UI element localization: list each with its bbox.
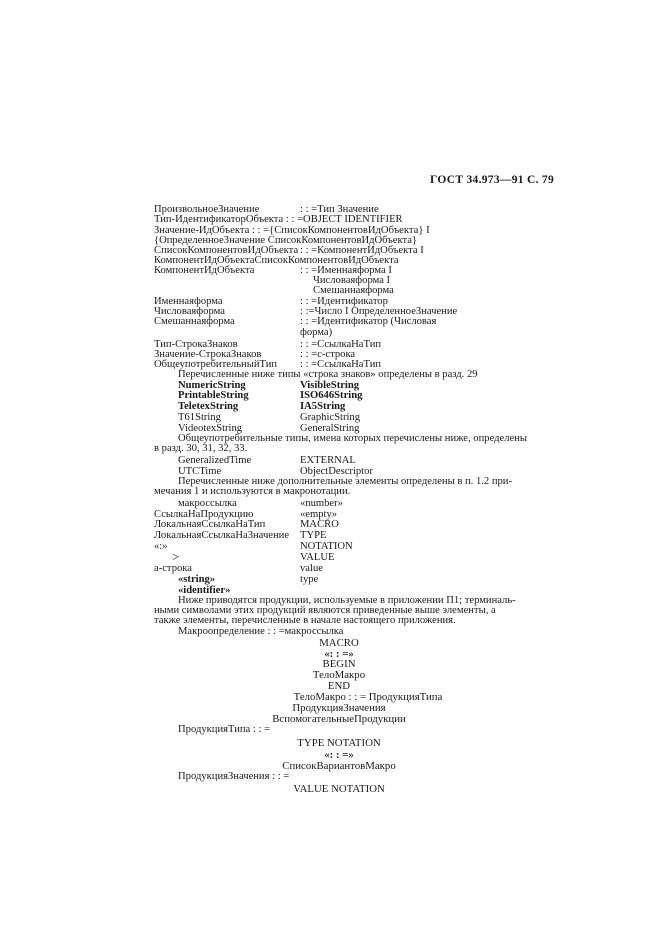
rule-definition: форма) xyxy=(300,327,333,338)
rule-line: Тип-ИдентификаторОбъекта : : =OBJECT IDENTIFIER xyxy=(154,214,403,225)
rule-name: Значение-СтрокаЗнаков xyxy=(154,349,262,360)
element-name: type xyxy=(300,574,319,585)
element-name: СсылкаНаПродукцию xyxy=(154,509,254,520)
rule-definition: : : =Идентификатор xyxy=(300,296,388,307)
rule-definition: Числоваяформа I xyxy=(313,275,391,286)
grammar-token: «: : =» xyxy=(324,749,354,761)
grammar-token: VALUE NOTATION xyxy=(293,783,385,795)
element-name: «empty» xyxy=(300,509,338,520)
paragraph-extra-elements: Перечисленные ниже дополнительные элементы определены в п. 1.2 при- xyxy=(178,476,513,487)
type-name: ISO646String xyxy=(300,390,363,401)
element-name: «:» xyxy=(154,541,168,552)
element-name: «string» xyxy=(178,574,216,585)
element-name: макроссылка xyxy=(178,498,237,509)
rule-definition: : : =с-строка xyxy=(300,349,356,360)
element-name: NOTATION xyxy=(300,541,353,552)
type-name: GeneralString xyxy=(300,423,360,434)
element-name: value xyxy=(300,563,323,574)
type-name: VideotexString xyxy=(178,423,243,434)
paragraph-productions-cont: ными символами этих продукций являются приведенные выше элементы, а xyxy=(154,605,496,616)
element-name: «number» xyxy=(300,498,343,509)
grammar-token: ВспомогательныеПродукции xyxy=(272,713,406,725)
rule-definition: : : =СсылкаНаТип xyxy=(300,339,382,350)
element-name: VALUE xyxy=(300,552,335,563)
type-name: GeneralizedTime xyxy=(178,455,252,466)
macro-definition: Макроопределение : : =макроссылка xyxy=(178,626,344,637)
type-name: VisibleString xyxy=(300,380,360,391)
element-name: «identifier» xyxy=(178,585,231,596)
paragraph-string-types: Перечисленные ниже типы «строка знаков» определены в разд. 29 xyxy=(178,369,478,380)
rule-definition: : : =КомпонентИдОбъекта I xyxy=(300,245,424,256)
type-name: EXTERNAL xyxy=(300,455,356,466)
type-name: PrintableString xyxy=(178,390,249,401)
rule-definition: : : =Именнаяформа I xyxy=(300,265,392,276)
element-name: ЛокальнаяСсылкаНаТип xyxy=(154,519,266,530)
rule-name: СписокКомпонентовИдОбъекта xyxy=(154,245,299,256)
rule-line: КомпонентИдОбъектаСписокКомпонентовИдОбъекта xyxy=(154,255,399,266)
rule-definition: : : =СсылкаНаТип xyxy=(300,359,382,370)
paragraph-productions-cont: также элементы, перечисленные в начале настоящего приложения. xyxy=(154,615,456,626)
paragraph-useful-types: Общеупотребительные типы, имена которых перечислены ниже, определены xyxy=(178,433,527,444)
page-header: ГОСТ 34.973—91 С. 79 xyxy=(430,174,555,186)
rule-name: Числоваяформа xyxy=(154,306,225,317)
rule-name: ОбщеупотребительныйТип xyxy=(154,359,278,370)
rule-definition: : : =Тип Значение xyxy=(300,204,379,215)
rule-definition: : :=Число I ОпределенноеЗначение xyxy=(300,306,458,317)
rule-line: Значение-ИдОбъекта : : ={СписокКомпонентовИдОбъекта} I xyxy=(154,225,430,236)
element-name: MACRO xyxy=(300,519,339,530)
type-name: UTCTime xyxy=(178,466,222,477)
rule-line: {ОпределенноеЗначение СписокКомпонентовИдОбъекта} xyxy=(154,235,418,246)
rule-definition: Смешаннаяформа xyxy=(313,285,394,296)
grammar-token: MACRO xyxy=(319,637,359,649)
value-production: ПродукцияЗначения : : = xyxy=(178,771,290,782)
grammar-token: ТелоМакро : : = ПродукцияТипа xyxy=(293,691,443,703)
element-name: TYPE xyxy=(300,530,327,541)
paragraph-useful-types-cont: в разд. 30, 31, 32, 33. xyxy=(154,443,248,454)
grammar-token: ТелоМакро xyxy=(312,669,366,681)
rule-name: Смешаннаяформа xyxy=(154,316,235,327)
type-name: ObjectDescriptor xyxy=(300,466,373,477)
grammar-token: «: : =» xyxy=(324,648,354,660)
element-name: ЛокальнаяСсылкаНаЗначение xyxy=(154,530,290,541)
type-name: GraphicString xyxy=(300,412,361,423)
type-name: TeletexString xyxy=(178,401,239,412)
rule-name: Именнаяформа xyxy=(154,296,223,307)
type-production: ПродукцияТипа : : = xyxy=(178,724,271,735)
grammar-token: TYPE NOTATION xyxy=(297,737,381,749)
paragraph-extra-elements-cont: мечания 1 и используются в макронотации. xyxy=(154,486,351,497)
paragraph-productions: Ниже приводятся продукции, используемые в приложении П1; терминаль- xyxy=(178,595,516,606)
grammar-token: BEGIN xyxy=(322,658,356,670)
element-name: > xyxy=(172,549,180,564)
rule-name: Тип-СтрокаЗнаков xyxy=(154,339,238,350)
element-name: а-строка xyxy=(154,563,192,574)
type-name: T61String xyxy=(178,412,221,423)
rule-definition: : : =Идентификатор (Числовая xyxy=(300,316,437,327)
type-name: NumericString xyxy=(178,380,246,391)
grammar-token: ПродукцияЗначения xyxy=(292,702,386,714)
rule-name: КомпонентИдОбъекта xyxy=(154,265,255,276)
type-name: IA5String xyxy=(300,401,346,412)
grammar-token: СписокВариантовМакро xyxy=(282,760,396,772)
grammar-token: END xyxy=(327,680,351,692)
rule-name: ПроизвольноеЗначение xyxy=(154,204,260,215)
